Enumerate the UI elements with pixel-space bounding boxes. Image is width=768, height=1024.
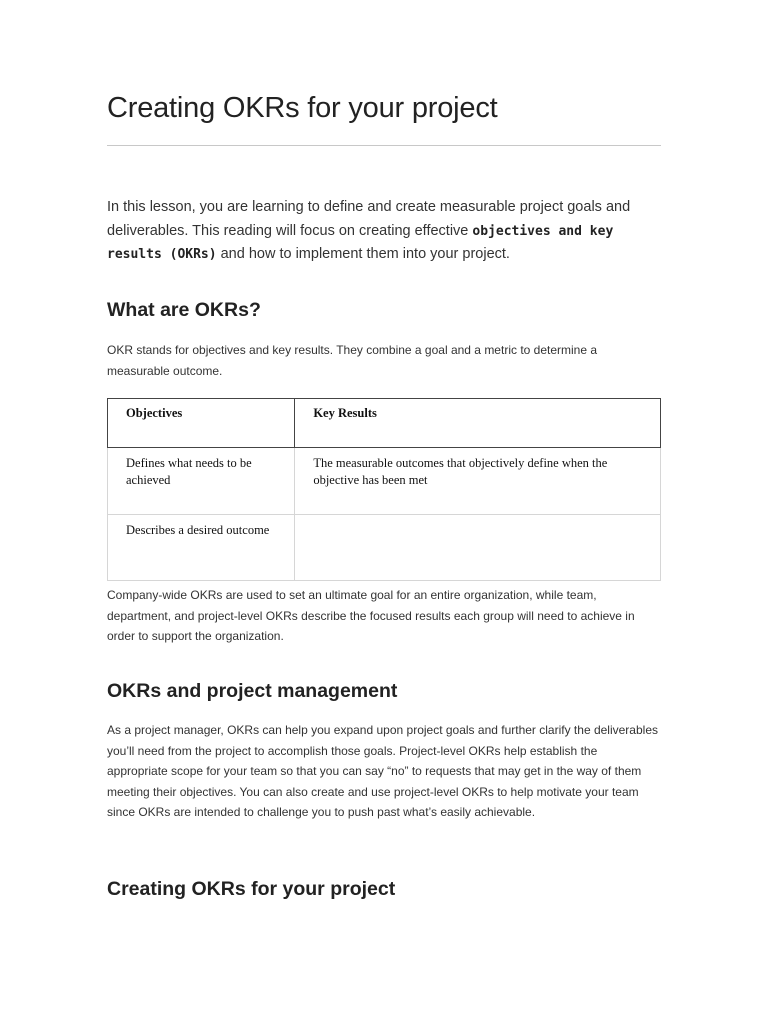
intro-text-end: and how to implement them into your project.	[216, 246, 510, 262]
table-header-row	[108, 399, 661, 448]
section-heading-what-are-okrs: What are OKRs?	[107, 299, 261, 321]
table-cell	[108, 448, 295, 515]
table-header-label: Objectives	[126, 406, 183, 420]
table-header-objectives	[108, 399, 295, 448]
table-row	[108, 448, 661, 515]
table-cell	[295, 515, 661, 581]
table-cell	[295, 448, 661, 515]
section-heading-okrs-and-project-management: OKRs and project management	[107, 680, 398, 702]
table-cell-text: Defines what needs to be achieved	[126, 456, 252, 487]
table-cell-text: Describes a desired outcome	[126, 523, 270, 537]
company-okrs-paragraph: Company-wide OKRs are used to set an ultimate goal for an entire organization, while team, department, and project-level OKRs describe the focused results each group will need to achieve in order to support the organization.	[107, 588, 635, 643]
okr-definition-paragraph: OKR stands for objectives and key results. They combine a goal and a metric to determine a measurable outcome.	[107, 343, 598, 378]
table-cell	[108, 515, 295, 581]
table-header-label: Key Results	[313, 406, 377, 420]
table-header-key-results	[295, 399, 661, 448]
table-cell-text: The measurable outcomes that objectively define when the objective has been met	[313, 456, 608, 487]
intro-text-start: In this lesson, you are learning to define and create measurable project goals and deliverables. This reading will focus on creating effective	[107, 199, 631, 239]
table-cell-text	[295, 515, 660, 522]
project-management-paragraph: As a project manager, OKRs can help you expand upon project goals and further clarify the deliverables you’ll need from the project to accomplish those goals. Project-level OKRs help establish the appropriate scope for your team so that you can say “no” to requests that may get in the way of them meeting their objectives. You can also create and use project-level OKRs to help motivate your team since OKRs are intended to challenge you to push past what’s easily achievable.	[107, 723, 658, 819]
section-heading-creating-okrs: Creating OKRs for your project	[107, 878, 396, 900]
title-divider	[107, 145, 661, 146]
intro-paragraph	[107, 196, 661, 267]
page-title: Creating OKRs for your project	[107, 92, 498, 124]
okr-table	[107, 398, 661, 581]
intro-bold-term: objectives and key results (OKRs)	[107, 223, 614, 262]
table-row	[108, 515, 661, 581]
